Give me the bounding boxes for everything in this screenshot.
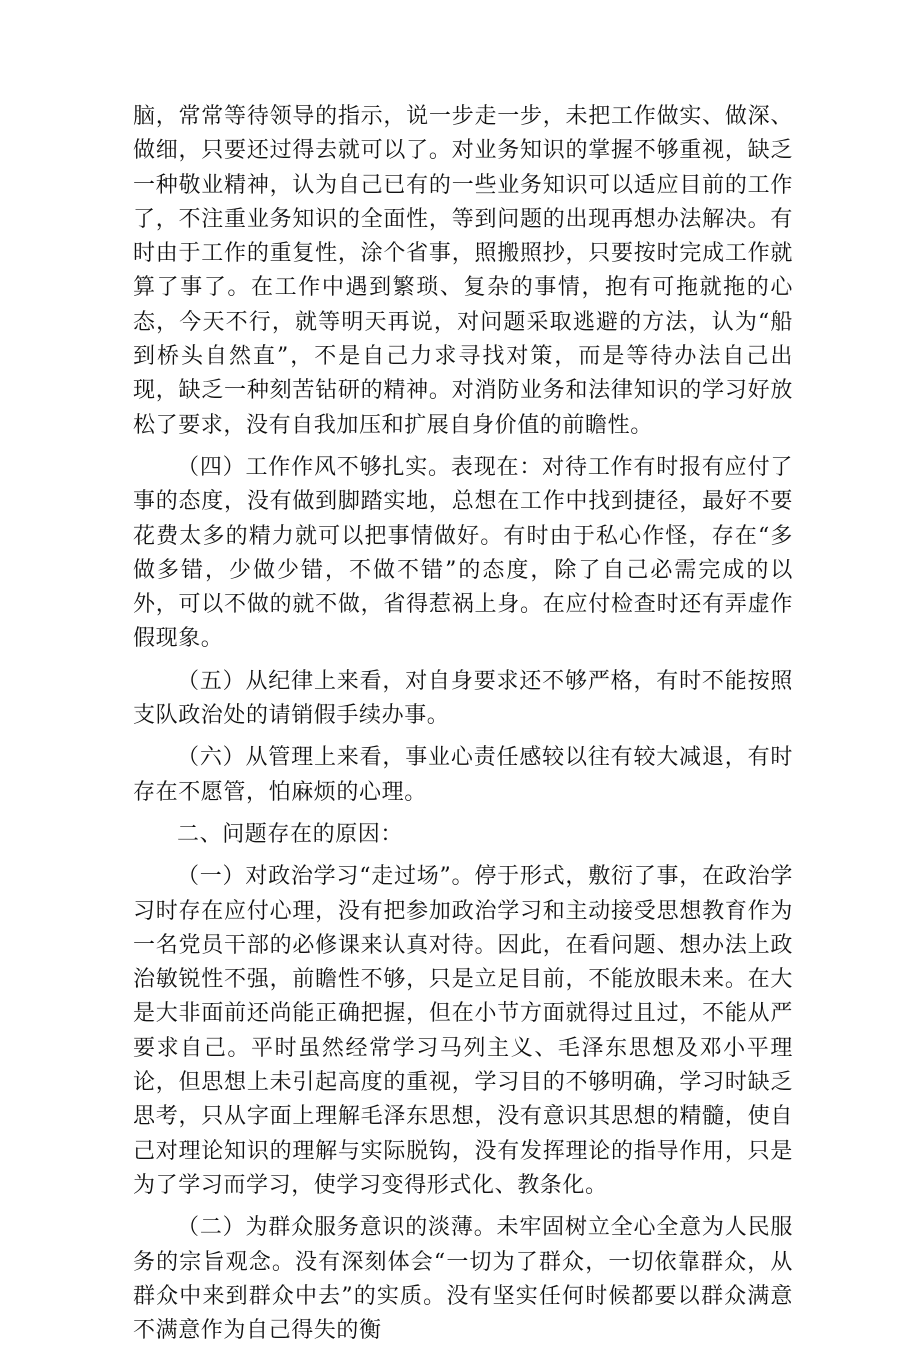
paragraph-continued: 脑，常常等待领导的指示，说一步走一步，未把工作做实、做深、做细，只要还过得去就可以了。对业务知识的掌握不够重视，缺乏一种敬业精神，认为自己已有的一些业务知识可以适应目前的工作了，不注重业务知识的全面性，等到问题的出现再想办法解决。有时由于工作的重复性，涂个省事，照搬照抄，只要按时完成工作就算了事了。在工作中遇到繁琐、复杂的事情，抱有可拖就拖的心态，今天不行，就等明天再说，对问题采取逃避的方法，认为“船到桥头自然直”，不是自己力求寻找对策，而是等待办法自己出现，缺乏一种刻苦钻研的精神。对消防业务和法律知识的学习好放松了要求，没有自我加压和扩展自身价值的前瞻性。 — [133, 104, 793, 438]
paragraph-discipline: （五）从纪律上来看，对自身要求还不够严格，有时不能按照支队政治处的请销假手续办事。 — [133, 668, 793, 729]
paragraph-work-style: （四）工作作风不够扎实。表现在：对待工作有时报有应付了事的态度，没有做到脚踏实地，总想在工作中找到捷径，最好不要花费太多的精力就可以把事情做好。有时由于私心作怪，存在“多做多错，少做少错，不做不错”的态度，除了自己必需完成的以外，可以不做的就不做，省得惹祸上身。在应付检查时还有弄虚作假现象。 — [133, 454, 793, 652]
section-heading-causes: 二、问题存在的原因： — [177, 821, 404, 847]
paragraph-political-study: （一）对政治学习“走过场”。停于形式，敷衍了事，在政治学习时存在应付心理，没有把参加政治学习和主动接受思想教育作为一名党员干部的必修课来认真对待。因此，在看问题、想办法上政治敏锐性不强，前瞻性不够，只是立足目前，不能放眼未来。在大是大非面前还尚能正确把握，但在小节方面就得过且过，不能从严要求自己。平时虽然经常学习马列主义、毛泽东思想及邓小平理论，但思想上未引起高度的重视，学习目的不够明确，学习时缺乏思考，只从字面上理解毛泽东思想，没有意识其思想的精髓，使自己对理论知识的理解与实际脱钩，没有发挥理论的指导作用，只是为了学习而学习，使学习变得形式化、教条化。 — [133, 864, 793, 1198]
document-page — [133, 100, 793, 1348]
paragraph-management: （六）从管理上来看，事业心责任感较以往有较大减退，有时存在不愿管，怕麻烦的心理。 — [133, 745, 793, 805]
paragraph-service-awareness: （二）为群众服务意识的淡薄。未牢固树立全心全意为人民服务的宗旨观念。没有深刻体会“一切为了群众，一切依靠群众，从群众中来到群众中去”的实质。没有坚实任何时候都要以群众满意不满意作为自己得失的衡 — [133, 1215, 793, 1344]
